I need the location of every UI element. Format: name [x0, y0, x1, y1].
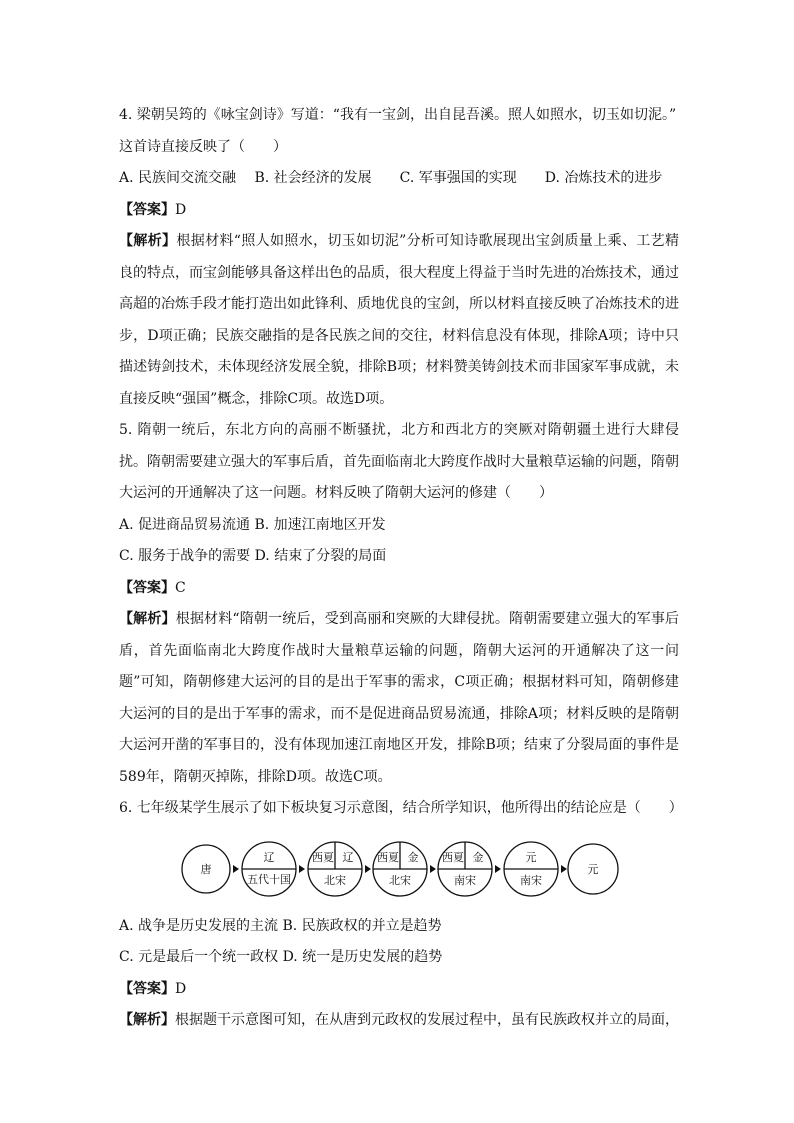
answer-value: C [175, 579, 186, 596]
document-page [119, 100, 683, 1037]
q4-answer [119, 195, 679, 227]
analysis-text: 根据材料“照人如照水，切玉如切泥”分析可知诗歌展现出宝剑质量上乘、工艺精良的特点，而宝剑能够具备这样出色的品质，很大程度上得益于当时先进的冶炼技术，通过高超的冶炼手段才能打造出如此锋利、质地优良的宝剑，所以材料直接反映了冶炼技术的进步，D项正确；民族交融指的是各民族之间的交往，材料信息没有体现，排除A项；诗中只描述铸剑技术，未体现经济发展全貌，排除B项；材料赞美铸剑技术而非国家军事成就，未直接反映“强国”概念，排除C项。故选D项。 [119, 233, 680, 407]
label-liao: 辽 [342, 850, 354, 864]
q5-options-line2: C. 服务于战争的需要 D. 结束了分裂的局面 [119, 548, 387, 564]
arrow-icon [561, 865, 567, 873]
label-liao: 辽 [263, 850, 275, 864]
label-jin: 金 [472, 850, 484, 864]
arrow-icon [365, 865, 371, 873]
label-beisong: 北宋 [389, 873, 411, 887]
answer-label: 【答案】 [119, 201, 175, 218]
analysis-text: 根据材料“隋朝一统后，受到高丽和突厥的大肆侵扰。隋朝需要建立强大的军事后盾，首先面临南北大跨度作战时大量粮草运输的问题，隋朝大运河的开通解决了这一问题”可知，隋朝修建大运河的目的是出于军事的需求，C项正确；根据材料可知，隋朝修建大运河的目的是出于军事的需求，而不是促进商品贸易流通，排除A项；材料反映的是隋朝大运河开凿的军事目的，没有体现加速江南地区开发，排除B项；结束了分裂局面的事件是589年，隋朝灭掉陈，排除D项。故选C项。 [119, 611, 680, 785]
arrow-icon [233, 865, 239, 873]
q5-analysis [119, 604, 679, 793]
label-xixia: 西夏 [442, 850, 464, 864]
q6-stem: 6. 七年级某学生展示了如下板块复习示意图，结合所学知识，他所得出的结论应是（ ） [119, 800, 683, 816]
q4-analysis [119, 226, 679, 415]
q5-options-line1: A. 促进商品贸易流通 B. 加速江南地区开发 [119, 516, 386, 533]
label-xixia: 西夏 [377, 850, 399, 864]
q4-stem-line2: 这首诗直接反映了（ ） [119, 138, 287, 155]
answer-label: 【答案】 [119, 980, 175, 997]
q4-options: A. 民族间交流交融 B. 社会经济的发展 C. 军事强国的实现 D. 冶炼技术的进步 [119, 170, 663, 186]
arrow-icon [299, 865, 305, 873]
q5-answer [119, 573, 679, 605]
label-wudai: 五代十国 [247, 872, 291, 886]
analysis-label: 【解析】 [119, 233, 177, 249]
label-nansong: 南宋 [520, 873, 542, 887]
label-beisong: 北宋 [324, 873, 346, 887]
label-nansong: 南宋 [454, 873, 476, 887]
analysis-label: 【解析】 [119, 1012, 175, 1028]
label-yuan: 元 [587, 862, 599, 876]
q6-options-line2: C. 元是最后一个统一政权 D. 统一是历史发展的趋势 [119, 949, 443, 965]
answer-value: D [175, 201, 187, 218]
q6-answer [119, 974, 679, 1006]
analysis-label: 【解析】 [119, 611, 176, 627]
arrow-icon [495, 865, 501, 873]
dynasty-flow-diagram [181, 837, 621, 901]
answer-label: 【答案】 [119, 579, 175, 596]
q5-stem: 5. 隋朝一统后，东北方向的高丽不断骚扰，北方和西北方的突厥对隋朝疆土进行大肆侵扰。隋朝需要建立强大的军事后盾，首先面临南北大跨度作战时大量粮草运输的问题，隋朝大运河的开通解决了这一问题。材料反映了隋朝大运河的修建（ ） [119, 422, 679, 501]
label-yuan: 元 [525, 850, 537, 864]
label-xixia: 西夏 [312, 850, 334, 864]
q6-analysis [119, 1005, 679, 1037]
q4-stem-line1: 4. 梁朝吴筠的《咏宝剑诗》写道：“我有一宝剑，出自昆吾溪。照人如照水，切玉如切泥。” [119, 107, 677, 123]
arrow-icon [430, 865, 436, 873]
answer-value: D [175, 980, 187, 997]
label-tang: 唐 [200, 862, 212, 876]
analysis-text: 根据题干示意图可知，在从唐到元政权的发展过程中，虽有民族政权并立的局面， [175, 1012, 679, 1028]
q6-options-line1: A. 战争是历史发展的主流 B. 民族政权的并立是趋势 [119, 917, 442, 934]
label-jin: 金 [407, 850, 419, 864]
